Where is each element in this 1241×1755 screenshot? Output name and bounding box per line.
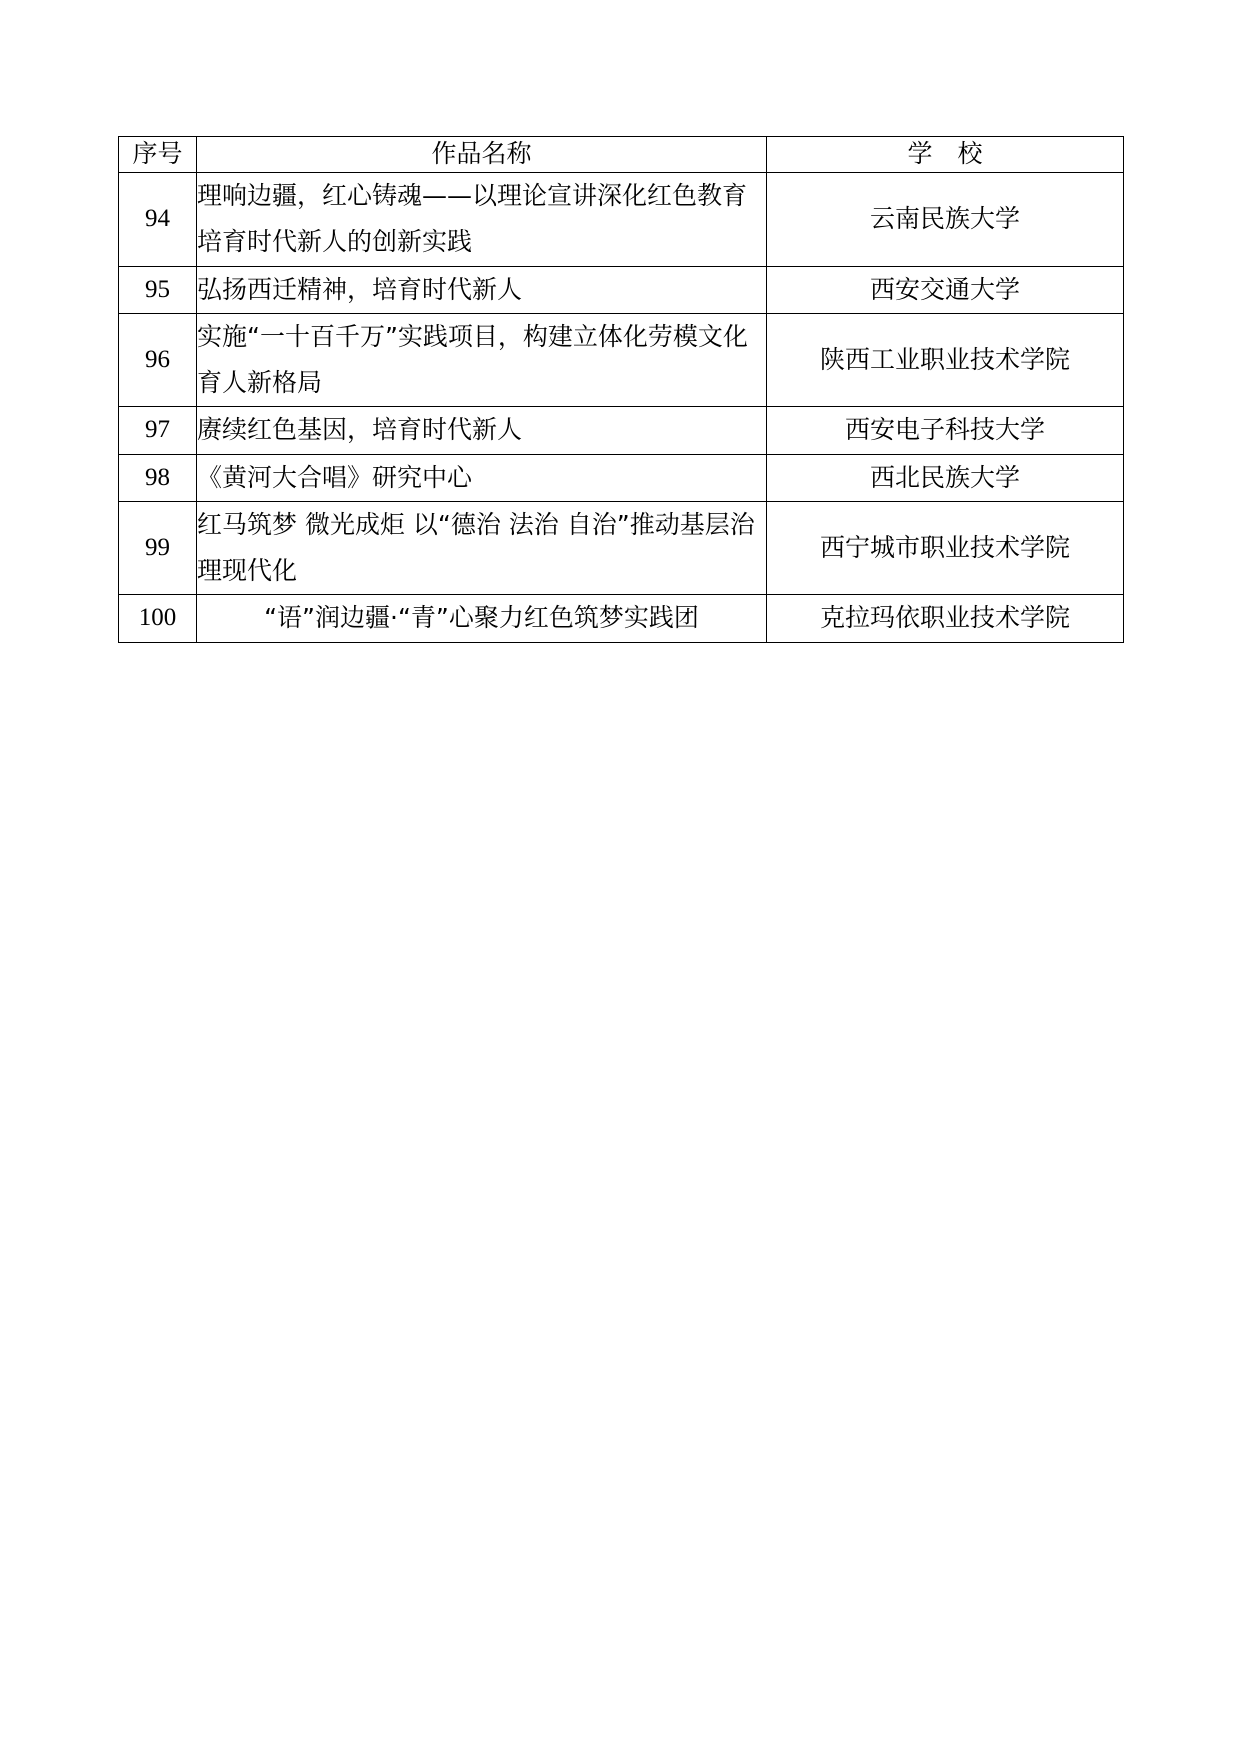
column-header-school: 学 校 (767, 137, 1124, 173)
cell-title: 弘扬西迁精神，培育时代新人 (197, 266, 767, 313)
cell-index: 94 (119, 173, 197, 267)
cell-title: “语”润边疆·“青”心聚力红色筑梦实践团 (197, 595, 767, 642)
table-row (119, 407, 1124, 454)
table-row (119, 313, 1124, 407)
table-header-row (119, 137, 1124, 173)
cell-index: 95 (119, 266, 197, 313)
table-row (119, 454, 1124, 501)
cell-title: 《黄河大合唱》研究中心 (197, 454, 767, 501)
cell-school: 西北民族大学 (767, 454, 1124, 501)
column-header-title: 作品名称 (197, 137, 767, 173)
cell-title: 赓续红色基因，培育时代新人 (197, 407, 767, 454)
cell-index: 99 (119, 501, 197, 595)
works-list-table-container (118, 136, 1123, 643)
table-row (119, 173, 1124, 267)
cell-school: 云南民族大学 (767, 173, 1124, 267)
table-row (119, 501, 1124, 595)
cell-school: 陕西工业职业技术学院 (767, 313, 1124, 407)
cell-school: 西宁城市职业技术学院 (767, 501, 1124, 595)
works-list-table (118, 136, 1124, 643)
cell-index: 97 (119, 407, 197, 454)
cell-school: 西安交通大学 (767, 266, 1124, 313)
cell-index: 100 (119, 595, 197, 642)
table-row (119, 266, 1124, 313)
column-header-index: 序号 (119, 137, 197, 173)
table-row (119, 595, 1124, 642)
cell-school: 克拉玛依职业技术学院 (767, 595, 1124, 642)
cell-title: 红马筑梦 微光成炬 以“德治 法治 自治”推动基层治理现代化 (197, 501, 767, 595)
cell-index: 98 (119, 454, 197, 501)
cell-title: 理响边疆，红心铸魂——以理论宣讲深化红色教育培育时代新人的创新实践 (197, 173, 767, 267)
cell-title: 实施“一十百千万”实践项目，构建立体化劳模文化育人新格局 (197, 313, 767, 407)
cell-school: 西安电子科技大学 (767, 407, 1124, 454)
cell-index: 96 (119, 313, 197, 407)
